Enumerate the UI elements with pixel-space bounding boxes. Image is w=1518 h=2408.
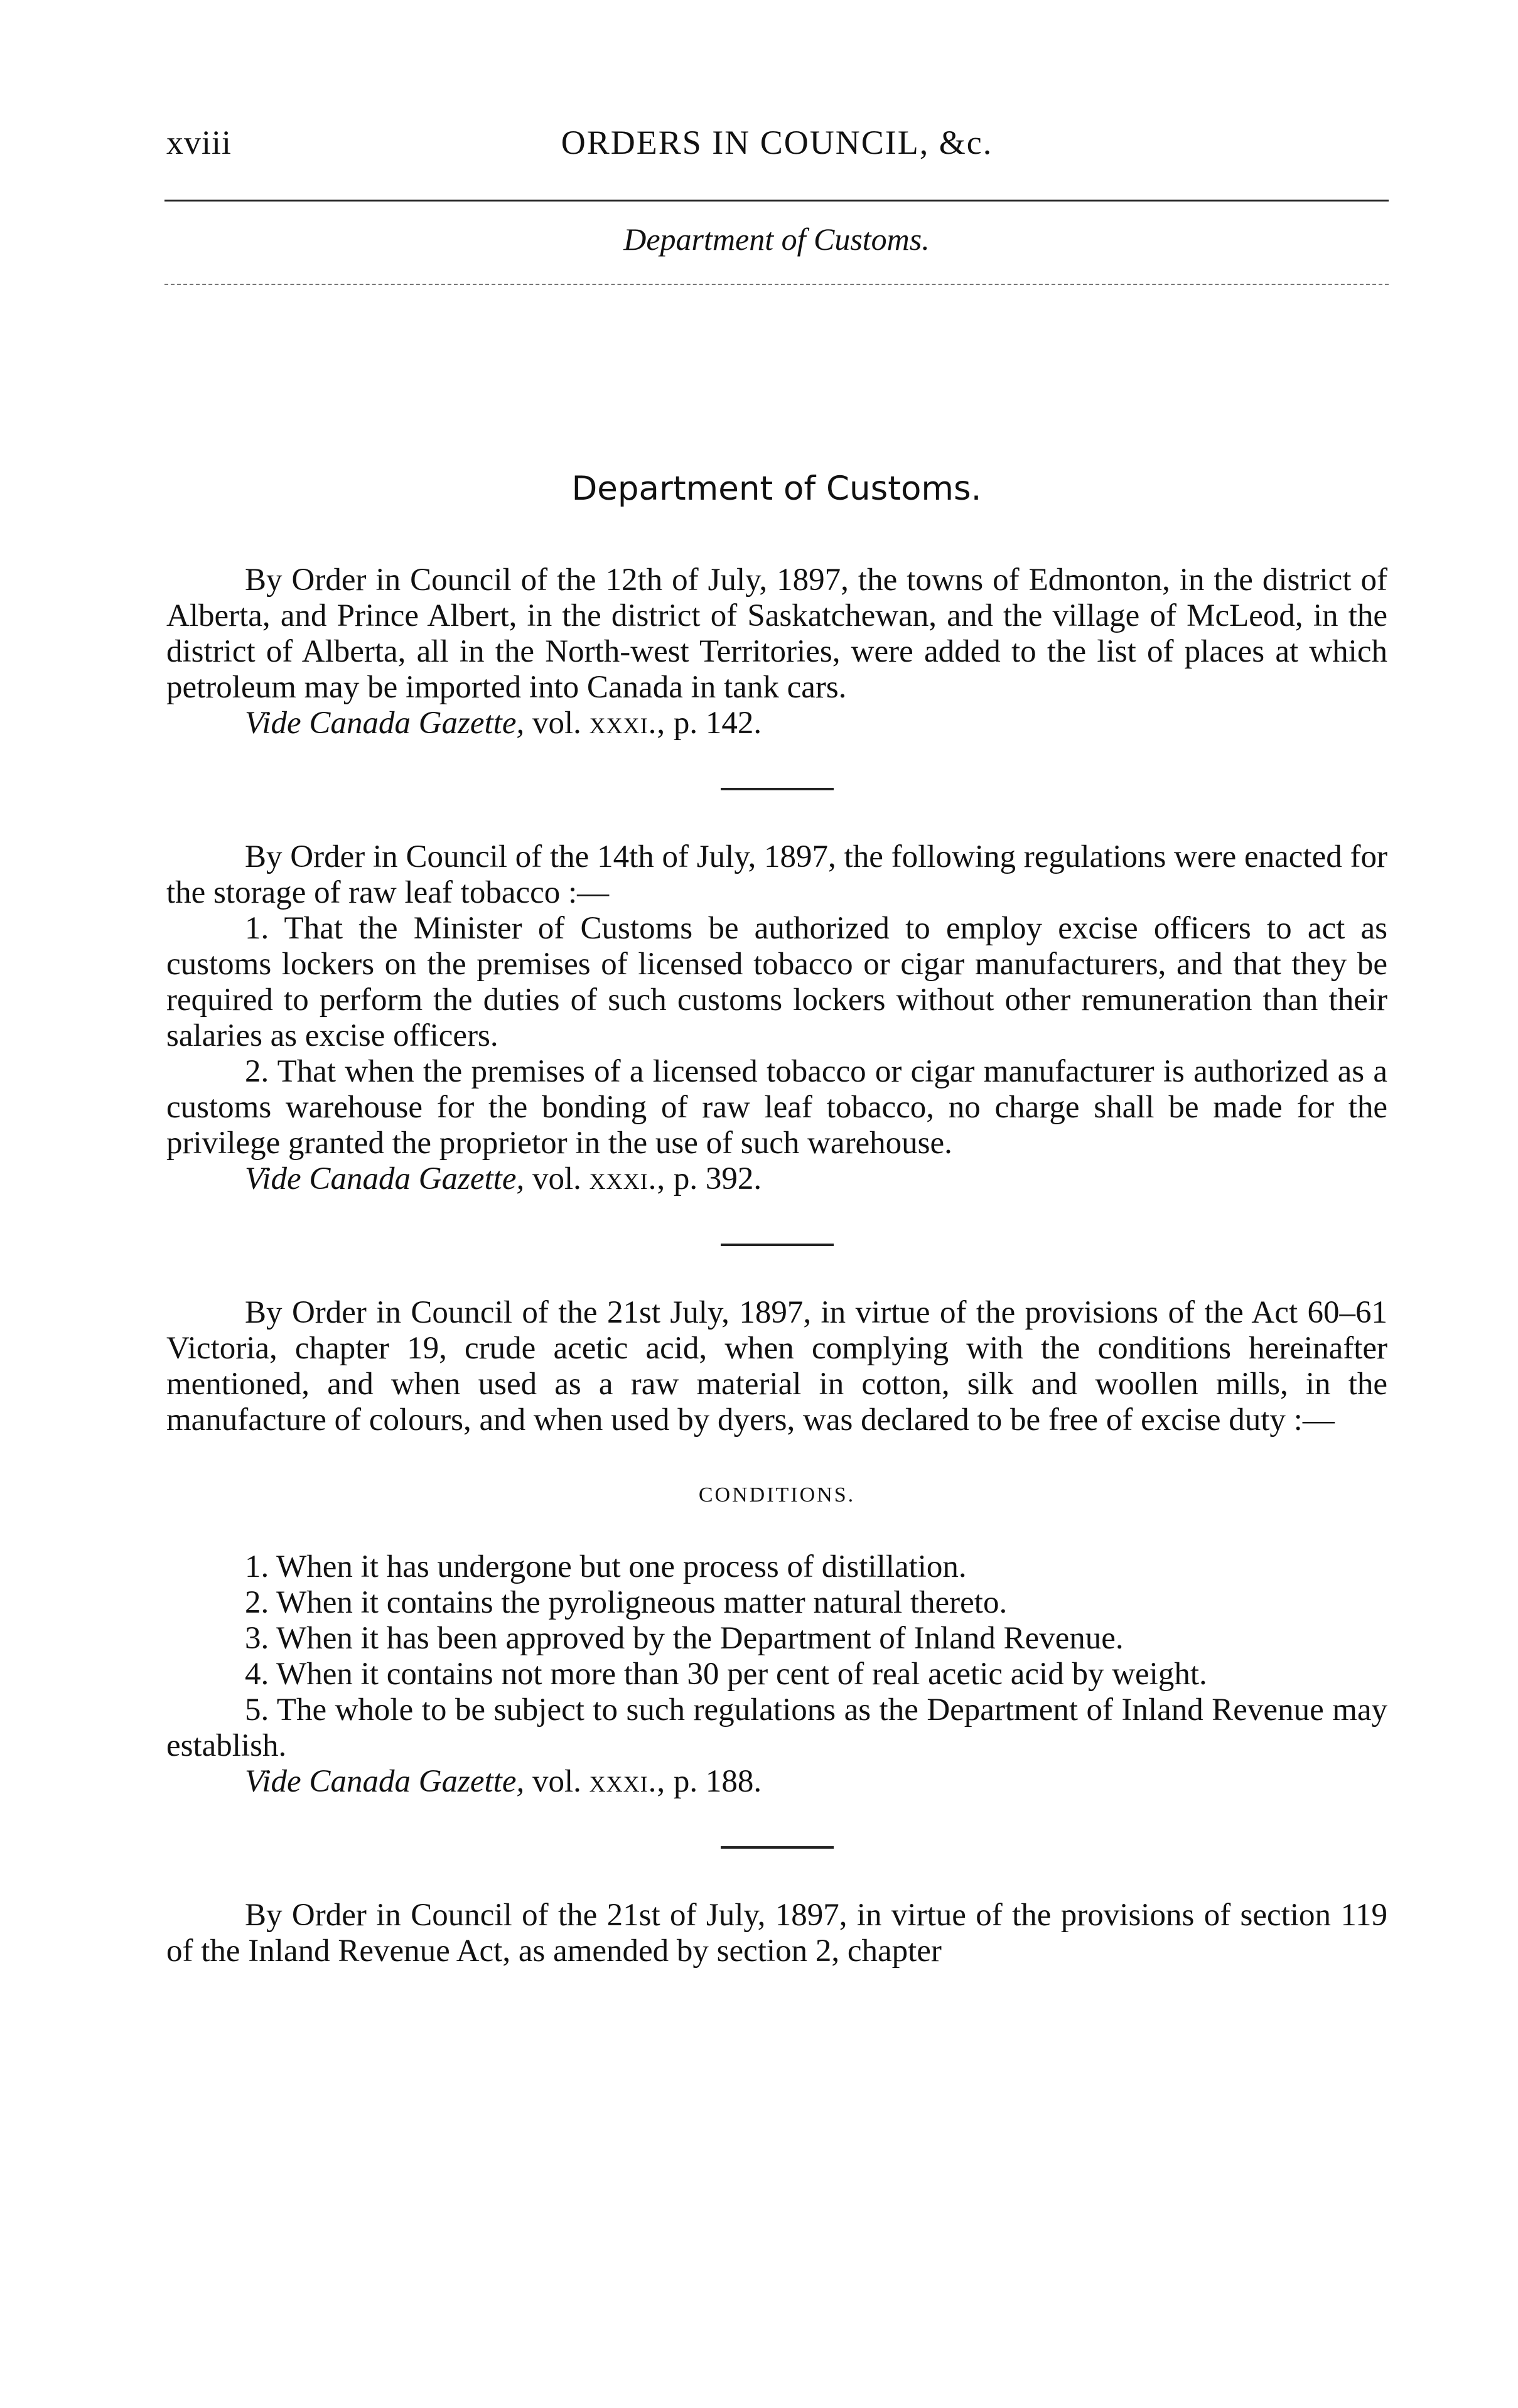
section-divider — [721, 788, 834, 790]
order-entry-3 — [166, 1295, 1387, 1800]
entry-paragraph: By Order in Council of the 21st of July, 1897, in virtue of the provisions of section 119 of the Inland Revenue Act, as amended by section 2, chapter — [166, 1898, 1387, 1969]
section-divider — [721, 1846, 834, 1849]
regulation-item: 1. That the Minister of Customs be authorized to employ excise officers to act as customs lockers on the premises of licensed tobacco or cigar manufacturers, and that they be required to perform the duties of such customs lockers without other remuneration than their salaries as excise officers. — [166, 911, 1387, 1053]
regulation-item: 2. That when the premises of a licensed tobacco or cigar manufacturer is authorized as a customs warehouse for the bonding of raw leaf tobacco, no charge shall be made for the privilege granted the proprietor in the use of such warehouse. — [166, 1054, 1387, 1161]
citation-volume: xxxi., — [589, 1764, 666, 1799]
vide-citation — [166, 1764, 1387, 1800]
citation-source: Vide Canada Gazette, — [245, 706, 525, 741]
conditions-heading: CONDITIONS. — [698, 1483, 856, 1507]
condition-item: 5. The whole to be subject to such regulations as the Department of Inland Revenue may establish. — [166, 1692, 1387, 1763]
section-divider — [721, 1244, 834, 1246]
order-entry-1 — [166, 562, 1387, 741]
vide-citation — [166, 1161, 1387, 1197]
entry-paragraph: By Order in Council of the 14th of July, 1897, the following regulations were enacted for the storage of raw leaf tobacco :— — [166, 839, 1387, 910]
citation-source: Vide Canada Gazette, — [245, 1764, 525, 1799]
citation-volume: xxxi., — [589, 1161, 666, 1196]
section-title: Department of Customs. — [571, 470, 982, 508]
page-number: xviii — [166, 124, 232, 161]
header-subhead: Department of Customs. — [623, 222, 930, 257]
order-entry-2 — [166, 839, 1387, 1197]
entry-paragraph: By Order in Council of the 12th of July, 1897, the towns of Edmonton, in the district of Alberta, and Prince Albert, in the district of Saskatchewan, and the village of McLeod, in the district of Alberta, all in the North-west Territories, were added to the list of places at which petroleum may be imported into Canada in tank cars. — [166, 562, 1387, 705]
document-body — [166, 562, 1387, 1969]
condition-item: 4. When it contains not more than 30 per cent of real acetic acid by weight. — [245, 1657, 1207, 1692]
running-title: ORDERS IN COUNCIL, &c. — [561, 124, 993, 161]
header-rule — [164, 200, 1389, 202]
citation-page: p. 142. — [673, 706, 762, 741]
citation-vol-label: vol. — [532, 706, 581, 741]
citation-vol-label: vol. — [532, 1161, 581, 1196]
citation-page: p. 392. — [673, 1161, 762, 1196]
running-head — [166, 123, 1387, 167]
entry-paragraph: By Order in Council of the 21st July, 1897, in virtue of the provisions of the Act 60–61 Victoria, chapter 19, crude acetic acid, when complying with the conditions hereinafter mentioned, and when used as a raw material in cotton, silk and woollen mills, in the manufacture of colours, and when used by dyers, was declared to be free of excise duty :— — [166, 1295, 1387, 1438]
header-dashed-rule — [164, 284, 1389, 285]
citation-vol-label: vol. — [532, 1764, 581, 1799]
condition-item: 1. When it has undergone but one process of distillation. — [245, 1549, 967, 1584]
vide-citation — [166, 706, 1387, 741]
citation-page: p. 188. — [673, 1764, 762, 1799]
citation-volume: xxxi., — [589, 706, 666, 741]
condition-item: 2. When it contains the pyroligneous matter natural thereto. — [245, 1585, 1008, 1620]
condition-item: 3. When it has been approved by the Department of Inland Revenue. — [245, 1621, 1124, 1656]
order-entry-4 — [166, 1898, 1387, 1969]
citation-source: Vide Canada Gazette, — [245, 1161, 525, 1196]
